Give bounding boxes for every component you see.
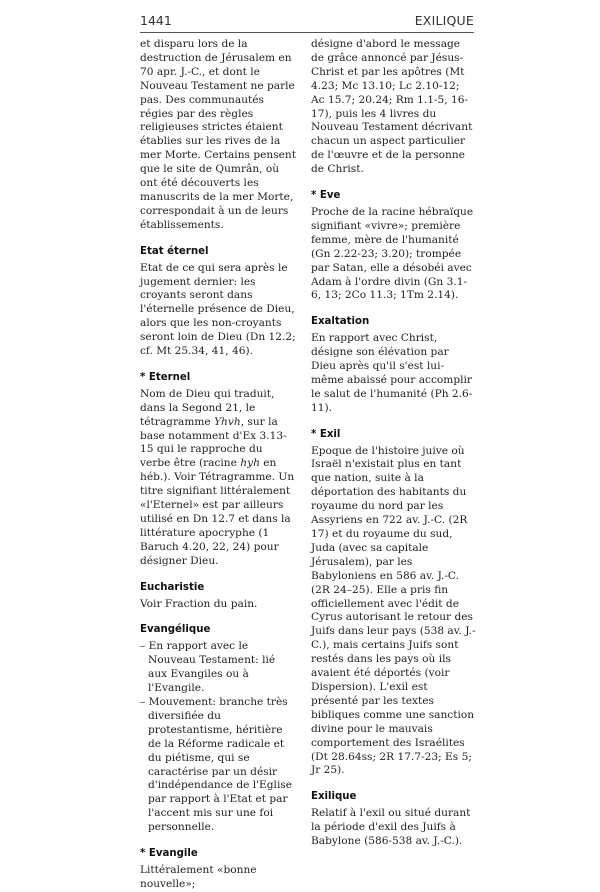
- entry-term-etat-eternel: Etat éternel: [140, 245, 209, 257]
- eternel-def-part-a: Nom de Dieu qui traduit, dans la Segond 21, le tétragramme: [140, 387, 275, 428]
- entry-definition-eve: Proche de la racine hébraïque signifiant «vivre»; première femme, mère de l'humanité (Gn 2.22-23; 3.20); trompée par Satan, elle a désobéi avec Adam à l'ordre divin (Gn 3.1-6, 13; 2Co 11.3; 1Tm 2.14).: [311, 205, 474, 302]
- entry-continuation: et disparu lors de la destruction de Jérusalem en 70 apr. J.-C., et dont le Nouveau Testament ne parle pas. Des communautés régies par des règles religieuses strictes étaient établies sur les rives de la mer Morte. Certains pensent que le site de Qumrân, où ont été découverts les manuscrits de la mer Morte, correspondait à un de leurs établissements.: [140, 38, 296, 231]
- entry-definition-eucharistie: Voir Fraction du pain.: [140, 597, 258, 610]
- entry-definition-evangile: Littéralement «bonne nouvelle»;: [140, 863, 257, 890]
- entry-term-eucharistie: Eucharistie: [140, 581, 205, 593]
- entry-term-exilique: Exilique: [311, 791, 357, 803]
- entry-definition-evangelique-2: – Mouvement: branche très diversifiée du protestantisme, héritière de la Réforme radicale et du piétisme, qui se caractérise par un désir d'indépendance de l'Eglise par rapport à l'Etat et par l'accent mis sur une foi personnelle.: [140, 695, 293, 834]
- eternel-def-part-c: en héb.). Voir Tétragramme. Un titre signifiant littéralement «l'Eternel» est par ailleurs utilisé en Dn 12.7 et dans la littérature apocryphe (1 Baruch 4.20, 22, 24) pour désigner Dieu.: [140, 457, 295, 567]
- entry-term-exaltation: Exaltation: [311, 316, 370, 328]
- entry-continuation-evangile: désigne d'abord le message de grâce annoncé par Jésus-Christ et par les apôtres (Mt 4.23; Mc 13.10; Lc 2.10-12; Ac 15.7; 20.24; Rm 1.1-5, 16-17), puis les 4 livres du Nouveau Testament décrivant chacun un aspect particulier de l'œuvre et de la personne de Christ.: [311, 38, 473, 176]
- entry-definition-exaltation: En rapport avec Christ, désigne son élévation par Dieu après qu'il s'est lui-même abaissé pour accomplir le salut de l'humanité (Ph 2.6-11).: [311, 332, 473, 414]
- eternel-def-hyh: hyh: [240, 457, 260, 470]
- page-number: 1441: [140, 13, 172, 28]
- right-column: [311, 38, 476, 849]
- running-head: EXILIQUE: [414, 13, 474, 28]
- entry-definition-exil: Epoque de l'histoire juive où Israël n'existait plus en tant que nation, suite à la déportation des habitants du royaume du nord par les Assyriens en 722 av. J.-C. (2R 17) et du royaume du sud, Juda (avec sa capitale Jérusalem), par les Babyloniens en 586 av. J.-C. (2R 24–25). Elle a pris fin officiellement avec l'édit de Cyrus autorisant le retour des Juifs dans leur pays (538 av. J.-C.), mais certains Juifs sont restés dans les pays où ils avaient été déportés (voir Dispersion). L'exil est présenté par les textes bibliques comme une sanction divine pour le mauvais comportement des Israélites (Dt 28.64ss; 2R 17.7-23; Es 5; Jr 25).: [311, 444, 476, 777]
- entry-definition-exilique: Relatif à l'exil ou situé durant la période d'exil des Juifs à Babylone (586-538 av. J.-C.).: [311, 807, 471, 848]
- page-header: [140, 10, 474, 33]
- entry-definition-evangelique-1: – En rapport avec le Nouveau Testament: lié aux Evangiles ou à l'Evangile.: [140, 640, 276, 695]
- eternel-def-yhvh: Yhvh: [214, 415, 241, 428]
- left-column: [140, 38, 296, 892]
- entry-term-evangile: * Evangile: [140, 848, 198, 860]
- eternel-def-part-b: , sur la base notamment d'Ex 3.13-15 qui le rapproche du verbe être (racine: [140, 415, 287, 470]
- entry-term-eternel: * Eternel: [140, 371, 191, 383]
- entry-term-exil: * Exil: [311, 428, 341, 440]
- entry-term-eve: * Eve: [311, 190, 341, 202]
- entry-term-evangelique: Evangélique: [140, 624, 211, 636]
- entry-definition-eternel: [140, 388, 296, 569]
- entry-definition-etat-eternel: Etat de ce qui sera après le jugement dernier: les croyants seront dans l'éternelle présence de Dieu, alors que les non-croyants seront loin de Dieu (Dn 12.2; cf. Mt 25.34, 41, 46).: [140, 261, 296, 358]
